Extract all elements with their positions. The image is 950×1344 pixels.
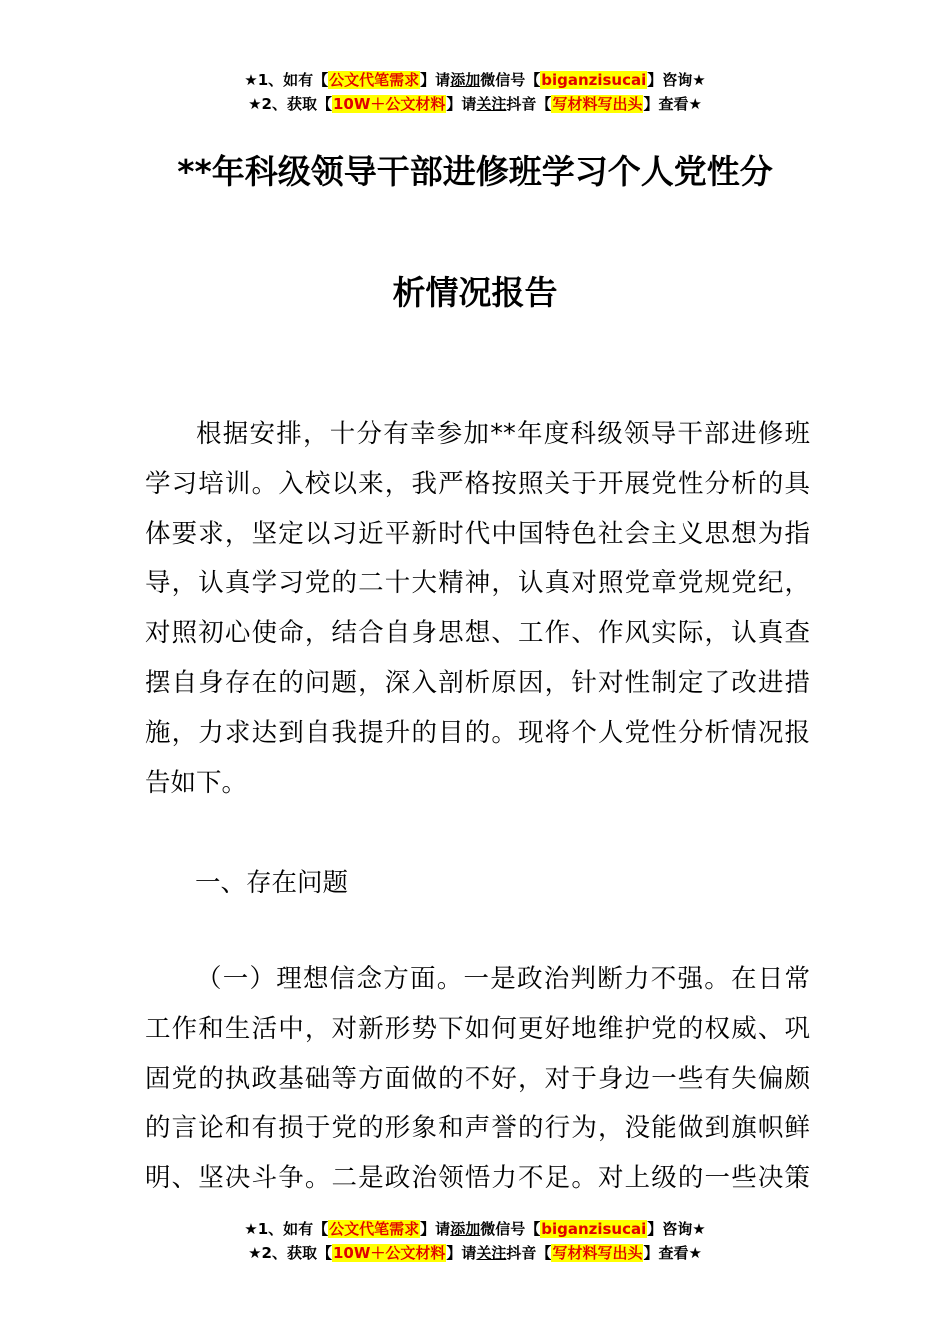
banner-underline: 关注 — [476, 95, 507, 113]
paragraph-line: 摆自身存在的问题，深入剖析原因，针对性制定了改进措 — [145, 667, 810, 698]
banner-underline: 添加 — [450, 71, 481, 89]
paragraph-line: 根据安排，十分有幸参加**年度科级领导干部进修班 — [196, 419, 810, 449]
paragraph-line: 明、坚决斗争。二是政治领悟力不足。对上级的一些决策 — [145, 1163, 810, 1194]
document-title-line-1: **年科级领导干部进修班学习个人党性分 — [177, 152, 773, 191]
banner-underline: 关注 — [476, 1244, 507, 1262]
problems-paragraph — [145, 955, 810, 1204]
banner-text: 】请 — [420, 1220, 451, 1238]
banner-text: ★1、如有【 — [244, 71, 329, 89]
banner-text: 抖音【 — [506, 95, 552, 113]
paragraph-line: 导，认真学习党的二十大精神，认真对照党章党规党纪， — [145, 568, 810, 599]
paragraph-line: 工作和生活中，对新形势下如何更好地维护党的权威、巩 — [145, 1013, 810, 1044]
banner-text: ★2、获取【 — [248, 1244, 332, 1262]
paragraph-line: 学习培训。入校以来，我严格按照关于开展党性分析的具 — [145, 468, 810, 499]
banner-text: 抖音【 — [506, 1244, 552, 1262]
banner-text: ★2、获取【 — [248, 95, 332, 113]
banner-text: 】咨询★ — [647, 71, 706, 89]
banner-line-1 — [0, 68, 950, 92]
paragraph-line: 对照初心使命，结合自身思想、工作、作风实际，认真查 — [145, 618, 810, 649]
banner-highlight: biganzisucai — [541, 1220, 647, 1238]
section-heading: 一、存在问题 — [195, 868, 349, 898]
paragraph-line: 体要求，坚定以习近平新时代中国特色社会主义思想为指 — [145, 518, 810, 549]
banner-text: 微信号【 — [480, 1220, 541, 1238]
banner-highlight: biganzisucai — [541, 71, 647, 89]
banner-text: 】请 — [420, 71, 451, 89]
banner-highlight: 10W＋公文材料 — [332, 95, 446, 113]
banner-line-2 — [0, 1241, 950, 1265]
paragraph-line: 的言论和有损于党的形象和声誉的行为，没能做到旗帜鲜 — [145, 1113, 810, 1144]
intro-paragraph — [145, 410, 810, 808]
banner-text: 】请 — [446, 95, 477, 113]
paragraph-line: 施，力求达到自我提升的目的。现将个人党性分析情况报 — [145, 717, 810, 748]
banner-text: ★1、如有【 — [244, 1220, 329, 1238]
banner-highlight: 写材料写出头 — [552, 95, 643, 113]
banner-highlight: 公文代笔需求 — [329, 71, 420, 89]
paragraph-line: 告如下。 — [145, 767, 248, 798]
paragraph-line: （一）理想信念方面。一是政治判断力不强。在日常 — [196, 964, 810, 994]
banner-text: 】查看★ — [643, 1244, 702, 1262]
banner-line-1 — [0, 1217, 950, 1241]
banner-text: 】咨询★ — [647, 1220, 706, 1238]
banner-line-2 — [0, 92, 950, 116]
bottom-banner — [0, 1217, 950, 1265]
banner-highlight: 10W＋公文材料 — [332, 1244, 446, 1262]
banner-highlight: 公文代笔需求 — [329, 1220, 420, 1238]
banner-text: 】请 — [446, 1244, 477, 1262]
banner-highlight: 写材料写出头 — [552, 1244, 643, 1262]
paragraph-line: 固党的执政基础等方面做的不好，对于身边一些有失偏颇 — [145, 1063, 810, 1094]
banner-text: 】查看★ — [643, 95, 702, 113]
banner-text: 微信号【 — [480, 71, 541, 89]
document-title-line-2: 析情况报告 — [392, 273, 558, 312]
banner-underline: 添加 — [450, 1220, 481, 1238]
top-banner — [0, 68, 950, 116]
